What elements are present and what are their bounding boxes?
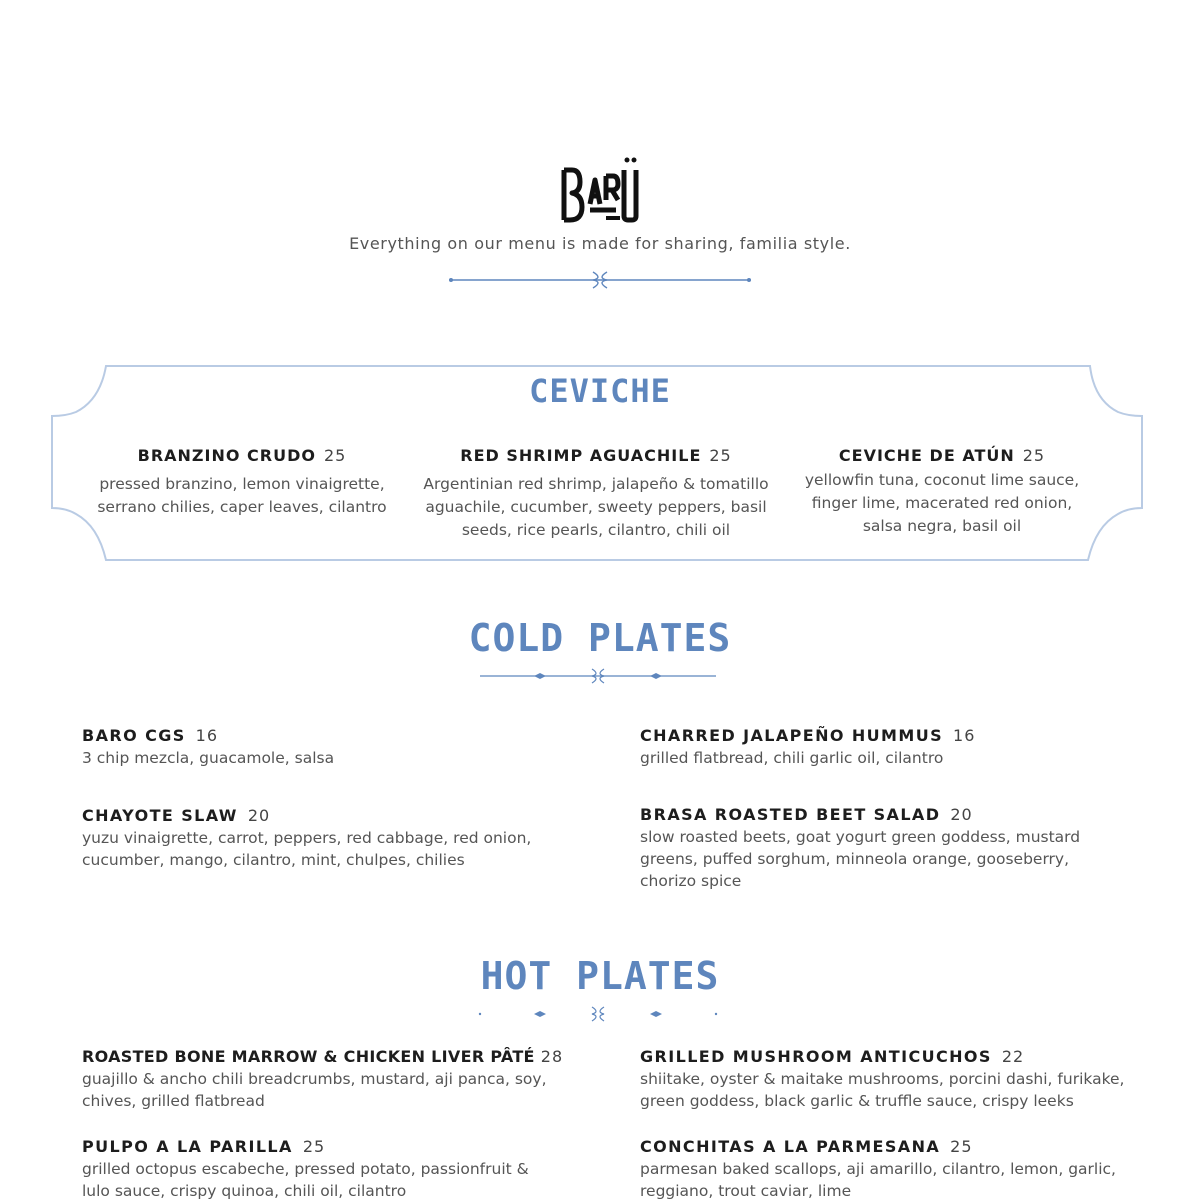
item-name-row	[82, 1047, 602, 1066]
section-title-ceviche: CEVICHE	[529, 372, 671, 410]
item-description-line: guajillo & ancho chili breadcrumbs, mustard, aji panca, soy,	[82, 1070, 547, 1088]
menu-item	[92, 446, 392, 519]
menu-item	[82, 806, 582, 871]
item-name: BRASA ROASTED BEET SALAD	[640, 805, 941, 824]
item-description-line: greens, puffed sorghum, minneola orange, gooseberry,	[640, 850, 1070, 868]
item-price: 25	[323, 446, 347, 465]
item-description	[82, 1158, 582, 1202]
item-name-row	[640, 1137, 1180, 1156]
item-name-row	[640, 1047, 1180, 1066]
item-name: CHAYOTE SLAW	[82, 806, 238, 825]
ornamental-divider	[445, 268, 755, 292]
section-title-hot-plates: HOT PLATES	[480, 954, 720, 998]
item-description-line: grilled flatbread, chili garlic oil, cilantro	[640, 749, 944, 767]
item-name: RED SHRIMP AGUACHILE	[460, 446, 702, 465]
item-name: PULPO A LA PARILLA	[82, 1137, 293, 1156]
item-price: 22	[1001, 1047, 1025, 1066]
item-name-row	[82, 726, 562, 745]
item-description-line: yellowfin tuna, coconut lime sauce,	[804, 471, 1080, 489]
item-price: 25	[1022, 446, 1046, 465]
restaurant-logo	[0, 140, 1200, 230]
item-description	[92, 473, 392, 519]
item-name-row	[640, 726, 1140, 745]
item-description	[82, 747, 562, 769]
item-name-row	[796, 446, 1088, 465]
item-description-line: chorizo spice	[640, 872, 742, 890]
item-description-line: chives, grilled flatbread	[82, 1092, 265, 1110]
item-price: 25	[302, 1137, 326, 1156]
item-price: 25	[709, 446, 732, 465]
item-description-line: finger lime, macerated red onion,	[811, 494, 1073, 512]
item-description-line: slow roasted beets, goat yogurt green goddess, mustard	[640, 828, 1081, 846]
item-description-line: yuzu vinaigrette, carrot, peppers, red cabbage, red onion,	[82, 829, 532, 847]
item-name-row	[82, 806, 582, 825]
item-name-row	[406, 446, 786, 465]
item-description-line: 3 chip mezcla, guacamole, salsa	[82, 749, 335, 767]
item-name: BRANZINO CRUDO	[137, 446, 316, 465]
menu-item	[82, 1047, 602, 1112]
item-description-line: aguachile, cucumber, sweety peppers, basil	[425, 498, 767, 516]
item-description	[406, 473, 786, 542]
item-description-line: serrano chilies, caper leaves, cilantro	[97, 498, 387, 516]
item-price: 28	[540, 1047, 564, 1066]
item-description-line: salsa negra, basil oil	[862, 517, 1022, 535]
menu-item	[82, 726, 562, 769]
item-description-line: cucumber, mango, cilantro, mint, chulpes, chilies	[82, 851, 465, 869]
item-price: 20	[950, 805, 973, 824]
ornamental-divider	[478, 1004, 718, 1024]
menu-item	[406, 446, 786, 542]
item-description-line: parmesan baked scallops, aji amarillo, cilantro, lemon, garlic,	[640, 1160, 1116, 1178]
item-description-line: Argentinian red shrimp, jalapeño & tomatillo	[423, 475, 769, 493]
menu-item	[640, 805, 1160, 892]
item-description	[640, 1068, 1180, 1112]
item-name: CONCHITAS A LA PARMESANA	[640, 1137, 941, 1156]
item-name: CHARRED JALAPEÑO HUMMUS	[640, 726, 944, 745]
item-name-row	[640, 805, 1160, 824]
menu-item	[796, 446, 1088, 538]
item-description	[640, 1158, 1180, 1202]
item-price: 20	[247, 806, 271, 825]
menu-item	[640, 1047, 1180, 1112]
item-name: BARO CGS	[82, 726, 186, 745]
item-name: CEVICHE DE ATÚN	[838, 446, 1015, 465]
item-name-row	[92, 446, 392, 465]
item-description-line: lulo sauce, crispy quinoa, chili oil, cilantro	[82, 1182, 407, 1200]
item-description-line: green goddess, black garlic & truffle sauce, crispy leeks	[640, 1092, 1074, 1110]
item-description-line: seeds, rice pearls, cilantro, chili oil	[461, 521, 731, 539]
menu-item	[640, 1137, 1180, 1202]
item-description	[640, 826, 1160, 892]
item-name: ROASTED BONE MARROW & CHICKEN LIVER PÂTÉ	[82, 1047, 535, 1066]
item-name-row	[82, 1137, 582, 1156]
item-description-line: grilled octopus escabeche, pressed potato, passionfruit &	[82, 1160, 529, 1178]
item-name: GRILLED MUSHROOM ANTICUCHOS	[640, 1047, 992, 1066]
item-description-line: reggiano, trout caviar, lime	[640, 1182, 852, 1200]
item-description	[82, 827, 582, 871]
section-title-cold-plates: COLD PLATES	[468, 616, 732, 660]
tagline: Everything on our menu is made for sharing, familia style.	[349, 234, 851, 253]
item-description	[640, 747, 1140, 769]
menu-item	[82, 1137, 582, 1202]
item-description	[82, 1068, 602, 1112]
item-price: 16	[953, 726, 976, 745]
item-price: 16	[195, 726, 219, 745]
item-description-line: pressed branzino, lemon vinaigrette,	[99, 475, 385, 493]
menu-item	[640, 726, 1140, 769]
item-description-line: shiitake, oyster & maitake mushrooms, porcini dashi, furikake,	[640, 1070, 1125, 1088]
item-description	[796, 469, 1088, 538]
ornamental-divider	[478, 666, 718, 686]
item-price: 25	[950, 1137, 973, 1156]
